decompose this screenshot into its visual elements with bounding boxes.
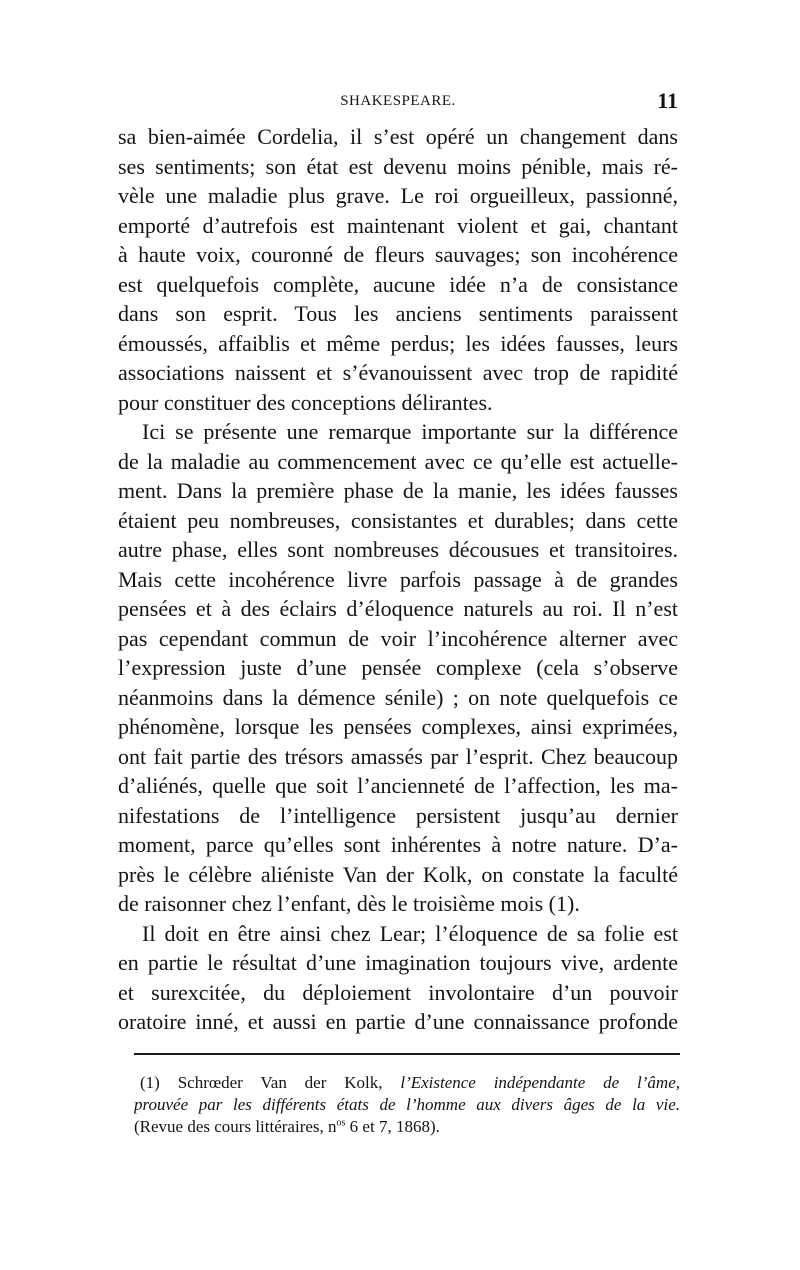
text-line: phénomène, lorsque les pensées complexes, ainsi exprimées,	[118, 714, 678, 739]
text-line: pour constituer des conceptions délirantes.	[118, 389, 493, 415]
text-line: Mais cette incohérence livre parfois passage à de grandes	[118, 566, 678, 592]
text-line: nifestations de l’intelligence persistent jusqu’au dernier	[118, 802, 678, 828]
text-line: et surexcitée, du déploiement involontaire d’un pouvoir	[118, 979, 678, 1005]
footnote-numero-sup: os	[336, 1117, 346, 1129]
text-line: pensées et à des éclairs d’éloquence naturels au roi. Il n’est	[118, 596, 678, 621]
running-head	[118, 88, 678, 114]
text-line: Il doit en être ainsi chez Lear; l’éloquence de sa folie est	[142, 920, 678, 946]
text-line: emporté d’autrefois est maintenant violent et gai, chantant	[118, 212, 678, 238]
text-line: ment. Dans la première phase de la manie, les idées fausses	[118, 478, 678, 503]
text-line: d’aliénés, quelle que soit l’ancienneté de l’affection, les ma-	[118, 773, 678, 798]
text-line: autre phase, elles sont nombreuses décousues et transitoires.	[118, 537, 678, 562]
body-text	[118, 122, 678, 1037]
text-line: oratoire inné, et aussi en partie d’une connaissance profonde	[118, 1009, 678, 1034]
text-line: pas cependant commun de voir l’incohérence alterner avec	[118, 625, 678, 651]
text-line: ont fait partie des trésors amassés par l’esprit. Chez beaucoup	[118, 743, 678, 769]
text-line: moment, parce qu’elles sont inhérentes à notre nature. D’a-	[118, 832, 678, 857]
text-line: en partie le résultat d’une imagination toujours vive, ardente	[118, 950, 678, 975]
footnote-marker: (1)	[140, 1073, 160, 1092]
footnote-line	[134, 1116, 680, 1138]
text-line: près le célèbre aliéniste Van der Kolk, on constate la faculté	[118, 861, 678, 887]
text-line: l’expression juste d’une pensée complexe (cela s’observe	[118, 655, 678, 680]
text-line: dans son esprit. Tous les anciens sentiments paraissent	[118, 301, 678, 326]
text-line: Ici se présente une remarque importante sur la différence	[142, 419, 678, 444]
footnote	[134, 1072, 680, 1138]
page-number: 11	[657, 88, 678, 113]
text-line: de la maladie au commencement avec ce qu’elle est actuelle-	[118, 448, 678, 474]
running-title: SHAKESPEARE.	[340, 93, 456, 109]
footnote-author: Schrœder Van der Kolk,	[177, 1073, 383, 1092]
text-line: est quelquefois complète, aucune idée n’a de consistance	[118, 271, 678, 297]
text-line: ses sentiments; son état est devenu moins pénible, mais ré-	[118, 153, 678, 179]
text-line: associations naissent et s’évanouissent avec trop de rapidité	[118, 360, 678, 385]
footnote-title-part2: prouvée par les différents états de l’homme aux divers âges de la vie.	[134, 1095, 680, 1114]
footnote-line	[134, 1072, 680, 1094]
text-line: étaient peu nombreuses, consistantes et durables; dans cette	[118, 507, 678, 533]
footnote-title-part1: l’Existence indépendante de l’âme,	[400, 1073, 680, 1092]
text-line: de raisonner chez l’enfant, dès le troisième mois (1).	[118, 891, 580, 916]
footnote-rule	[134, 1053, 680, 1055]
footnote-source-suffix: 6 et 7, 1868).	[345, 1117, 440, 1136]
text-line: à haute voix, couronné de fleurs sauvages; son incohérence	[118, 242, 678, 267]
footnote-source-prefix: (Revue des cours littéraires, n	[134, 1117, 337, 1136]
footnote-line	[134, 1094, 680, 1116]
text-line: sa bien-aimée Cordelia, il s’est opéré un changement dans	[118, 124, 678, 149]
text-line: vèle une maladie plus grave. Le roi orgueilleux, passionné,	[118, 183, 678, 208]
text-line: émoussés, affaiblis et même perdus; les idées fausses, leurs	[118, 330, 678, 356]
text-line: néanmoins dans la démence sénile) ; on note quelquefois ce	[118, 684, 678, 710]
